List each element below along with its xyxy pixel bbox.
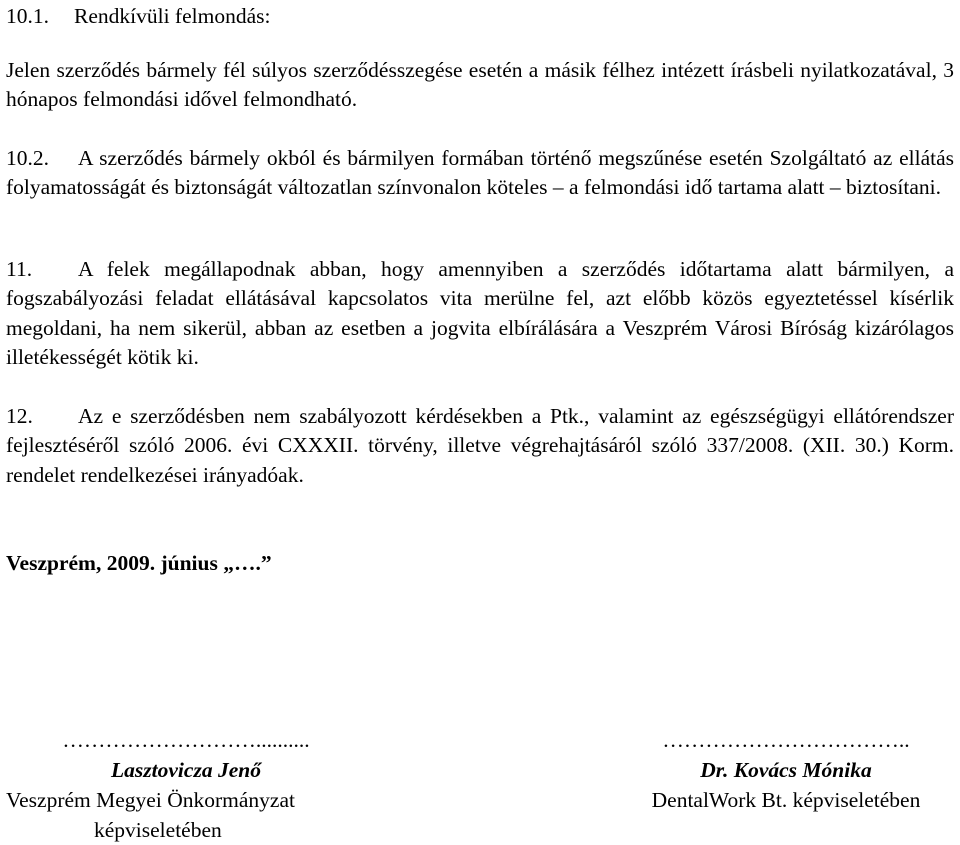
- paragraph-number: 11.: [6, 257, 33, 281]
- signature-line: ……………………………..: [662, 728, 910, 752]
- paragraph-11: [6, 255, 954, 373]
- paragraph-text: A szerződés bármely okból és bármilyen formában történő megszűnése esetén Szolgáltató az ellátás folyamatosságát és biztonságát változatlan színvonalon köteles – a felmondási idő tartama alatt – biztosítani.: [6, 146, 954, 200]
- paragraph-12: [6, 402, 954, 490]
- signatory-name: Lasztovicza Jenő: [111, 758, 261, 782]
- signature-line: ………………………..........: [62, 728, 310, 752]
- paragraph-text: Jelen szerződés bármely fél súlyos szerződésszegése esetén a másik félhez intézett írásbeli nyilatkozatával, 3 hónapos felmondási idővel felmondható.: [6, 58, 954, 112]
- paragraph-10-1: [6, 56, 954, 115]
- place-and-date: Veszprém, 2009. június „….”: [6, 551, 272, 575]
- section-number: 10.1.: [6, 4, 49, 28]
- paragraph-10-2: [6, 144, 954, 203]
- signature-block-left: [6, 725, 366, 845]
- signatory-organization: Veszprém Megyei Önkormányzat: [6, 788, 295, 812]
- section-title: Rendkívüli felmondás:: [74, 4, 271, 28]
- paragraph-number: 10.2.: [6, 146, 49, 170]
- paragraph-text: A felek megállapodnak abban, hogy amennyiben a szerződés időtartama alatt bármilyen, a fogszabályozási feladat ellátásával kapcsolatos vita merülne fel, azt előbb közös egyeztetéssel kísérlik megoldani, ha nem sikerül, abban az esetben a jogvita elbírálására a Veszprém Városi Bíróság kizárólagos illetékességét kötik ki.: [6, 257, 954, 370]
- section-heading: [6, 2, 270, 31]
- paragraph-number: 12.: [6, 404, 33, 428]
- signature-block-right: [614, 725, 958, 815]
- signatory-name: Dr. Kovács Mónika: [700, 758, 872, 782]
- signatory-organization: DentalWork Bt. képviseletében: [651, 788, 921, 812]
- paragraph-text: Az e szerződésben nem szabályozott kérdésekben a Ptk., valamint az egészségügyi ellátórendszer fejlesztéséről szóló 2006. évi CXXXII. törvény, illetve végrehajtásáról szóló 337/2008. (XII. 30.) Korm. rendelet rendelkezései irányadóak.: [6, 404, 954, 487]
- signatory-role: képviseletében: [94, 818, 222, 842]
